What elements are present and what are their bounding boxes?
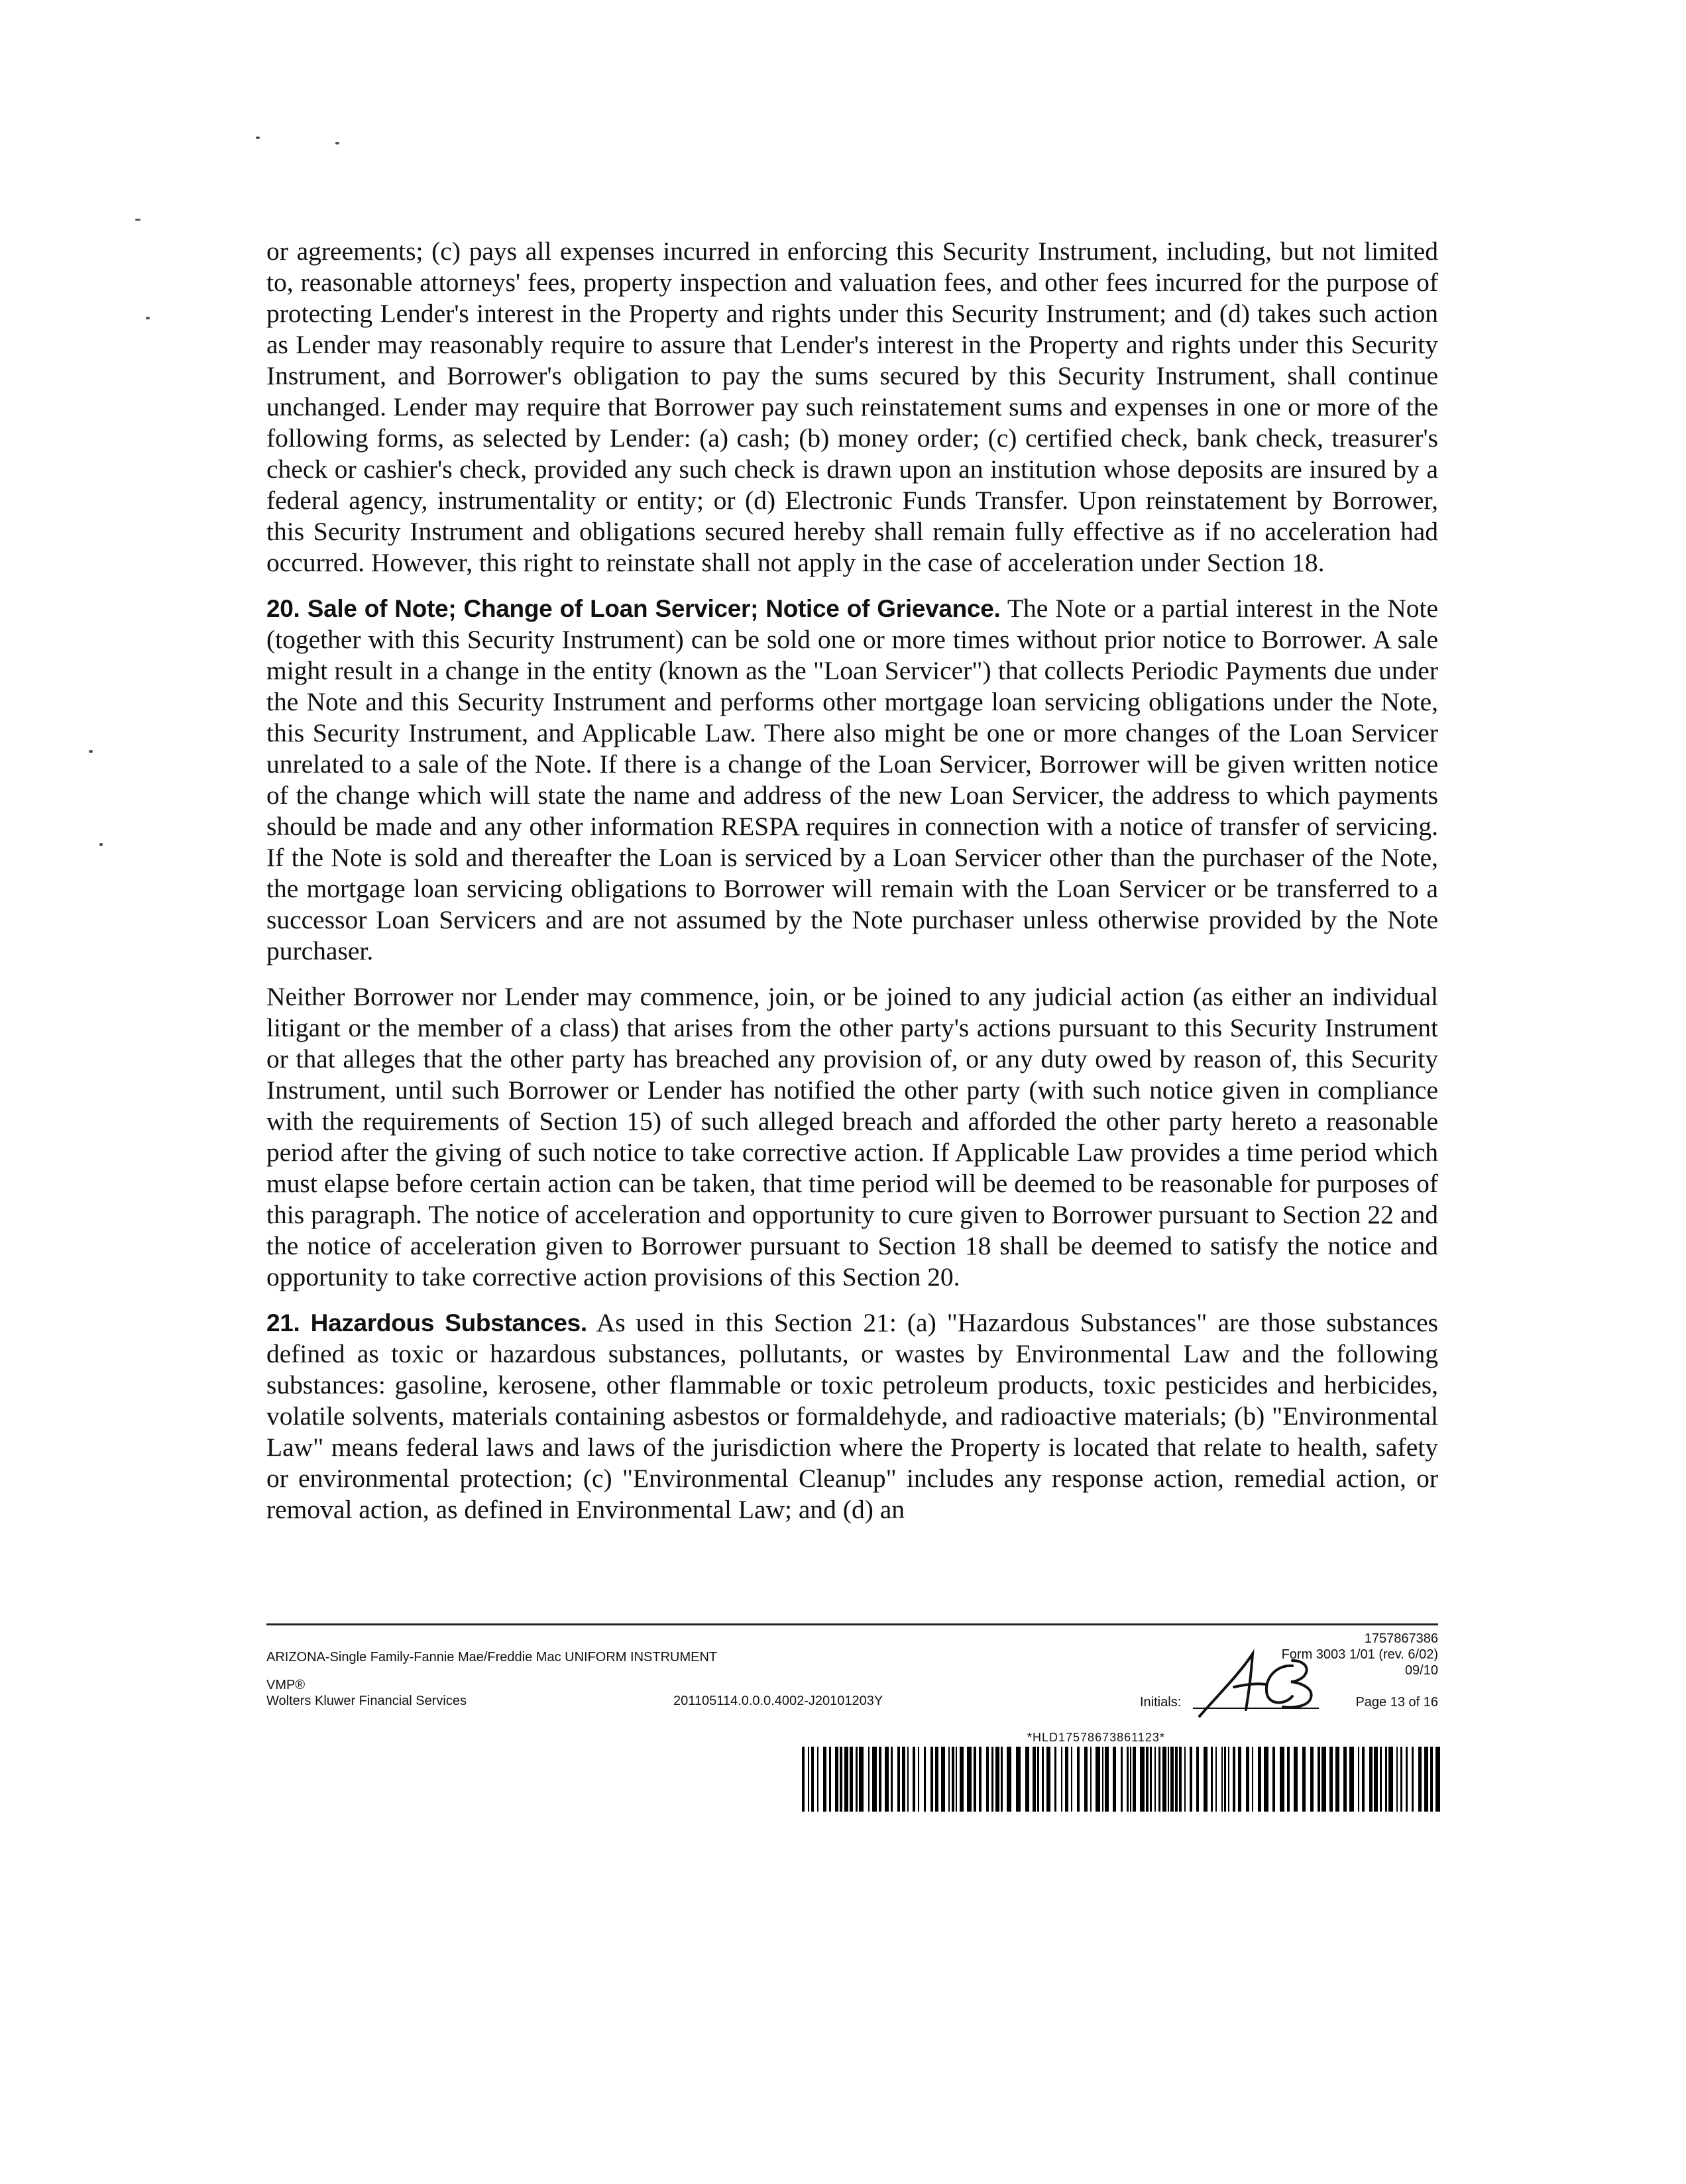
barcode-bar: [817, 1747, 818, 1812]
barcode-bar: [840, 1747, 842, 1812]
section-20-heading: 20. Sale of Note; Change of Loan Servicer; Notice of Grievance.: [266, 595, 1001, 622]
barcode-bar: [1121, 1747, 1123, 1812]
barcode-bar: [891, 1747, 893, 1812]
barcode-bar: [1258, 1747, 1261, 1812]
barcode-bar: [879, 1747, 881, 1812]
barcode-bar: [1215, 1747, 1217, 1812]
barcode-bar: [1102, 1747, 1103, 1812]
barcode-bar: [1211, 1747, 1213, 1812]
barcode-bar: [974, 1747, 976, 1812]
barcode-bar: [1007, 1747, 1011, 1812]
barcode-bar: [1150, 1747, 1152, 1812]
barcode-bar: [1196, 1747, 1199, 1812]
barcode-bar: [1127, 1747, 1129, 1812]
barcode-bar: [1133, 1747, 1136, 1812]
barcode-bar: [924, 1747, 926, 1812]
barcode-bar: [1238, 1747, 1241, 1812]
section-20-text: The Note or a partial interest in the Note (together with this Security Instrument) can be sold one or more times without prior notice to Borrower. A sale might result in a change in the entity (known as the "Loan Servicer") that collects Periodic Payments due under the Note and this Security Instrument and performs other mortgage loan servicing obligations under the Note, this Security Instrument, and Applicable Law. There also might be one or more changes of the Loan Servicer unrelated to a sale of the Note. If there is a change of the Loan Servicer, Borrower will be given written notice of the change which will state the name and address of the new Loan Servicer, the address to which payments should be made and any other information RESPA requires in connection with a notice of transfer of servicing. If the Note is sold and thereafter the Loan is serviced by a Loan Servicer other than the purchaser of the Note, the mortgage loan servicing obligations to Borrower will remain with the Loan Servicer or be transferred to a successor Loan Servicers and are not assumed by the Note purchaser unless otherwise provided by the Note purchaser.: [266, 594, 1438, 965]
barcode-bar: [1046, 1747, 1050, 1812]
barcode-bar: [1224, 1747, 1226, 1812]
barcode-bar: [941, 1747, 945, 1812]
footer-doc-code: 201105114.0.0.0.4002-J20101203Y: [673, 1694, 883, 1708]
barcode-bar: [930, 1747, 933, 1812]
barcode-bar: [856, 1747, 858, 1812]
barcode-bar: [844, 1747, 848, 1812]
footer-loan-number: 1757867386: [1364, 1631, 1438, 1646]
barcode-bar: [1175, 1747, 1178, 1812]
barcode-bar: [808, 1747, 809, 1812]
barcode-bar: [1246, 1747, 1249, 1812]
barcode-bar: [902, 1747, 905, 1812]
barcode-bar: [913, 1747, 915, 1812]
barcode-bar: [967, 1747, 972, 1812]
paragraph-reinstatement-continued: or agreements; (c) pays all expenses incurred in enforcing this Security Instrument, including, but not limited to, reasonable attorneys' fees, property inspection and valuation fees, and other fees incurred for the purpose of protecting Lender's interest in the Property and rights under this Security Instrument; and (d) takes such action as Lender may reasonably require to assure that Lender's interest in the Property and rights under this Security Instrument, and Borrower's obligation to pay the sums secured by this Security Instrument, shall continue unchanged. Lender may require that Borrower pay such reinstatement sums and expenses in one or more of the following forms, as selected by Lender: (a) cash; (b) money order; (c) certified check, bank check, treasurer's check or cashier's check, provided any such check is drawn upon an institution whose deposits are insured by a federal agency, instrumentality or entity; or (d) Electronic Funds Transfer. Upon reinstatement by Borrower, this Security Instrument and obligations secured hereby shall remain fully effective as if no acceleration had occurred. However, this right to reinstate shall not apply in the case of acceleration under Section 18.: [266, 237, 1438, 577]
footer-form-number: Form 3003 1/01 (rev. 6/02): [1281, 1647, 1438, 1662]
barcode-bar: [1349, 1747, 1354, 1812]
barcode-bar: [872, 1747, 877, 1812]
barcode-bar: [1105, 1747, 1109, 1812]
barcode-bar: [1016, 1747, 1021, 1812]
barcode-bar: [1154, 1747, 1156, 1812]
section-21-heading: 21. Hazardous Substances.: [266, 1309, 587, 1337]
barcode-bar: [1385, 1747, 1387, 1812]
barcode-bar: [1096, 1747, 1100, 1812]
barcode-bar: [1071, 1747, 1072, 1812]
barcode-bar: [1321, 1747, 1326, 1812]
barcode-bar: [1388, 1747, 1393, 1812]
barcode-bar: [1435, 1747, 1440, 1812]
barcode-bar: [1335, 1747, 1339, 1812]
barcode-bar: [1204, 1747, 1208, 1812]
footer-instrument-title: ARIZONA-Single Family-Fannie Mae/Freddie Mac UNIFORM INSTRUMENT: [266, 1650, 718, 1665]
document-body: [266, 236, 1438, 1540]
barcode-bar: [1170, 1747, 1174, 1812]
barcode-bar: [1302, 1747, 1306, 1812]
paragraph-judicial-action: Neither Borrower nor Lender may commence, join, or be joined to any judicial action (as either an individual litigant or the member of a class) that arises from the other party's actions pursuant to this Security Instrument or that alleges that the other party has breached any provision of, or any duty owed by reason of, this Security Instrument, until such Borrower or Lender has notified the other party (with such notice given in compliance with the requirements of Section 15) of such alleged breach and afforded the other party hereto a reasonable period after the giving of such notice to take corrective action. If Applicable Law provides a time period which must elapse before certain action can be taken, that time period will be deemed to be reasonable for purposes of this paragraph. The notice of acceleration and opportunity to cure given to Borrower pursuant to Section 22 and the notice of acceleration given to Borrower pursuant to Section 18 shall be deemed to satisfy the notice and opportunity to take corrective action provisions of this Section 20.: [266, 982, 1438, 1291]
scan-speck: [256, 136, 260, 139]
barcode-bar: [1025, 1747, 1029, 1812]
barcode-bar: [1146, 1747, 1149, 1812]
barcode-bar: [1252, 1747, 1253, 1812]
barcode-bar: [1228, 1747, 1229, 1812]
barcode-bar: [868, 1747, 870, 1812]
barcode-bar: [1362, 1747, 1365, 1812]
barcode-bar: [802, 1747, 805, 1812]
barcode-bar: [1430, 1747, 1433, 1812]
barcode-bar: [991, 1747, 993, 1812]
barcode-bar: [859, 1747, 864, 1812]
barcode-bar: [1294, 1747, 1298, 1812]
scan-speck: [335, 142, 339, 144]
barcode-bar: [1310, 1747, 1314, 1812]
barcode-bar: [1179, 1747, 1182, 1812]
barcode-bar: [960, 1747, 964, 1812]
barcode-bar: [1113, 1747, 1116, 1812]
barcode-bar: [1065, 1747, 1068, 1812]
barcode-bar: [1221, 1747, 1223, 1812]
barcode-bar: [935, 1747, 938, 1812]
barcode-bar: [948, 1747, 950, 1812]
barcode-bar: [823, 1747, 826, 1812]
initials-signature: [1193, 1647, 1325, 1720]
barcode-bar: [1343, 1747, 1347, 1812]
barcode-bar: [1158, 1747, 1160, 1812]
barcode-bar: [1374, 1747, 1378, 1812]
barcode-bar: [1318, 1747, 1320, 1812]
barcode-caption: *HLD17578673861123*: [1027, 1731, 1165, 1744]
section-20: [266, 593, 1438, 967]
barcode-bar: [1130, 1747, 1131, 1812]
scan-speck: [99, 843, 103, 846]
barcode-bar: [1233, 1747, 1235, 1812]
footer-initials-label: Initials:: [1140, 1695, 1182, 1710]
barcode-bar: [1412, 1747, 1414, 1812]
footer-publisher: Wolters Kluwer Financial Services: [266, 1694, 467, 1708]
barcode-bar: [1061, 1747, 1062, 1812]
barcode-bar: [1287, 1747, 1290, 1812]
barcode-bar: [956, 1747, 957, 1812]
barcode-bar: [1140, 1747, 1145, 1812]
footer-divider: [266, 1623, 1438, 1625]
barcode-bar: [1001, 1747, 1003, 1812]
barcode-bar: [1396, 1747, 1398, 1812]
barcode-bar: [1264, 1747, 1268, 1812]
barcode-bar: [1272, 1747, 1275, 1812]
barcode-bar: [1168, 1747, 1169, 1812]
barcode-bar: [1380, 1747, 1382, 1812]
barcode-bar: [1077, 1747, 1080, 1812]
scan-speck: [146, 317, 150, 319]
scan-speck: [89, 750, 93, 753]
barcode-bar: [1184, 1747, 1186, 1812]
footer-page-label: Page 13 of 16: [1355, 1695, 1438, 1710]
barcode-bar: [1400, 1747, 1402, 1812]
footer-revision-date: 09/10: [1404, 1663, 1438, 1678]
barcode: [802, 1747, 1441, 1812]
scan-speck: [135, 219, 140, 221]
barcode-bar: [952, 1747, 954, 1812]
section-21: [266, 1307, 1438, 1525]
barcode-bar: [1033, 1747, 1036, 1812]
barcode-bar: [979, 1747, 982, 1812]
barcode-bar: [897, 1747, 900, 1812]
barcode-bar: [1090, 1747, 1092, 1812]
barcode-bar: [1424, 1747, 1428, 1812]
barcode-bar: [907, 1747, 909, 1812]
barcode-bar: [1280, 1747, 1284, 1812]
barcode-bar: [1406, 1747, 1408, 1812]
barcode-bar: [1037, 1747, 1039, 1812]
section-21-text: As used in this Section 21: (a) "Hazardous Substances" are those substances defined as toxic or hazardous substances, pollutants, or wastes by Environmental Law and the following substances: gasoline, kerosene, other flammable or toxic petroleum products, toxic pesticides and herbicides, volatile solvents, materials containing asbestos or formaldehyde, and radioactive materials; (b) "Environmental Law" means federal laws and laws of the jurisdiction where the Property is located that relate to health, safety or environmental protection; (c) "Environmental Cleanup" includes any response action, remedial action, or removal action, as defined in Environmental Law; and (d) an: [266, 1308, 1439, 1524]
barcode-bar: [1369, 1747, 1373, 1812]
barcode-bar: [1042, 1747, 1044, 1812]
barcode-bar: [829, 1747, 831, 1812]
barcode-bar: [1329, 1747, 1333, 1812]
barcode-bar: [1358, 1747, 1359, 1812]
barcode-bar: [811, 1747, 814, 1812]
barcode-bar: [885, 1747, 889, 1812]
barcode-bar: [850, 1747, 853, 1812]
barcode-bar: [986, 1747, 989, 1812]
barcode-bar: [1418, 1747, 1422, 1812]
barcode-bar: [835, 1747, 838, 1812]
barcode-bar: [1054, 1747, 1056, 1812]
barcode-bar: [995, 1747, 999, 1812]
barcode-bar: [1162, 1747, 1166, 1812]
barcode-bar: [918, 1747, 919, 1812]
barcode-bar: [1190, 1747, 1192, 1812]
footer-vmp: VMP®: [266, 1678, 306, 1692]
barcode-bar: [1084, 1747, 1088, 1812]
